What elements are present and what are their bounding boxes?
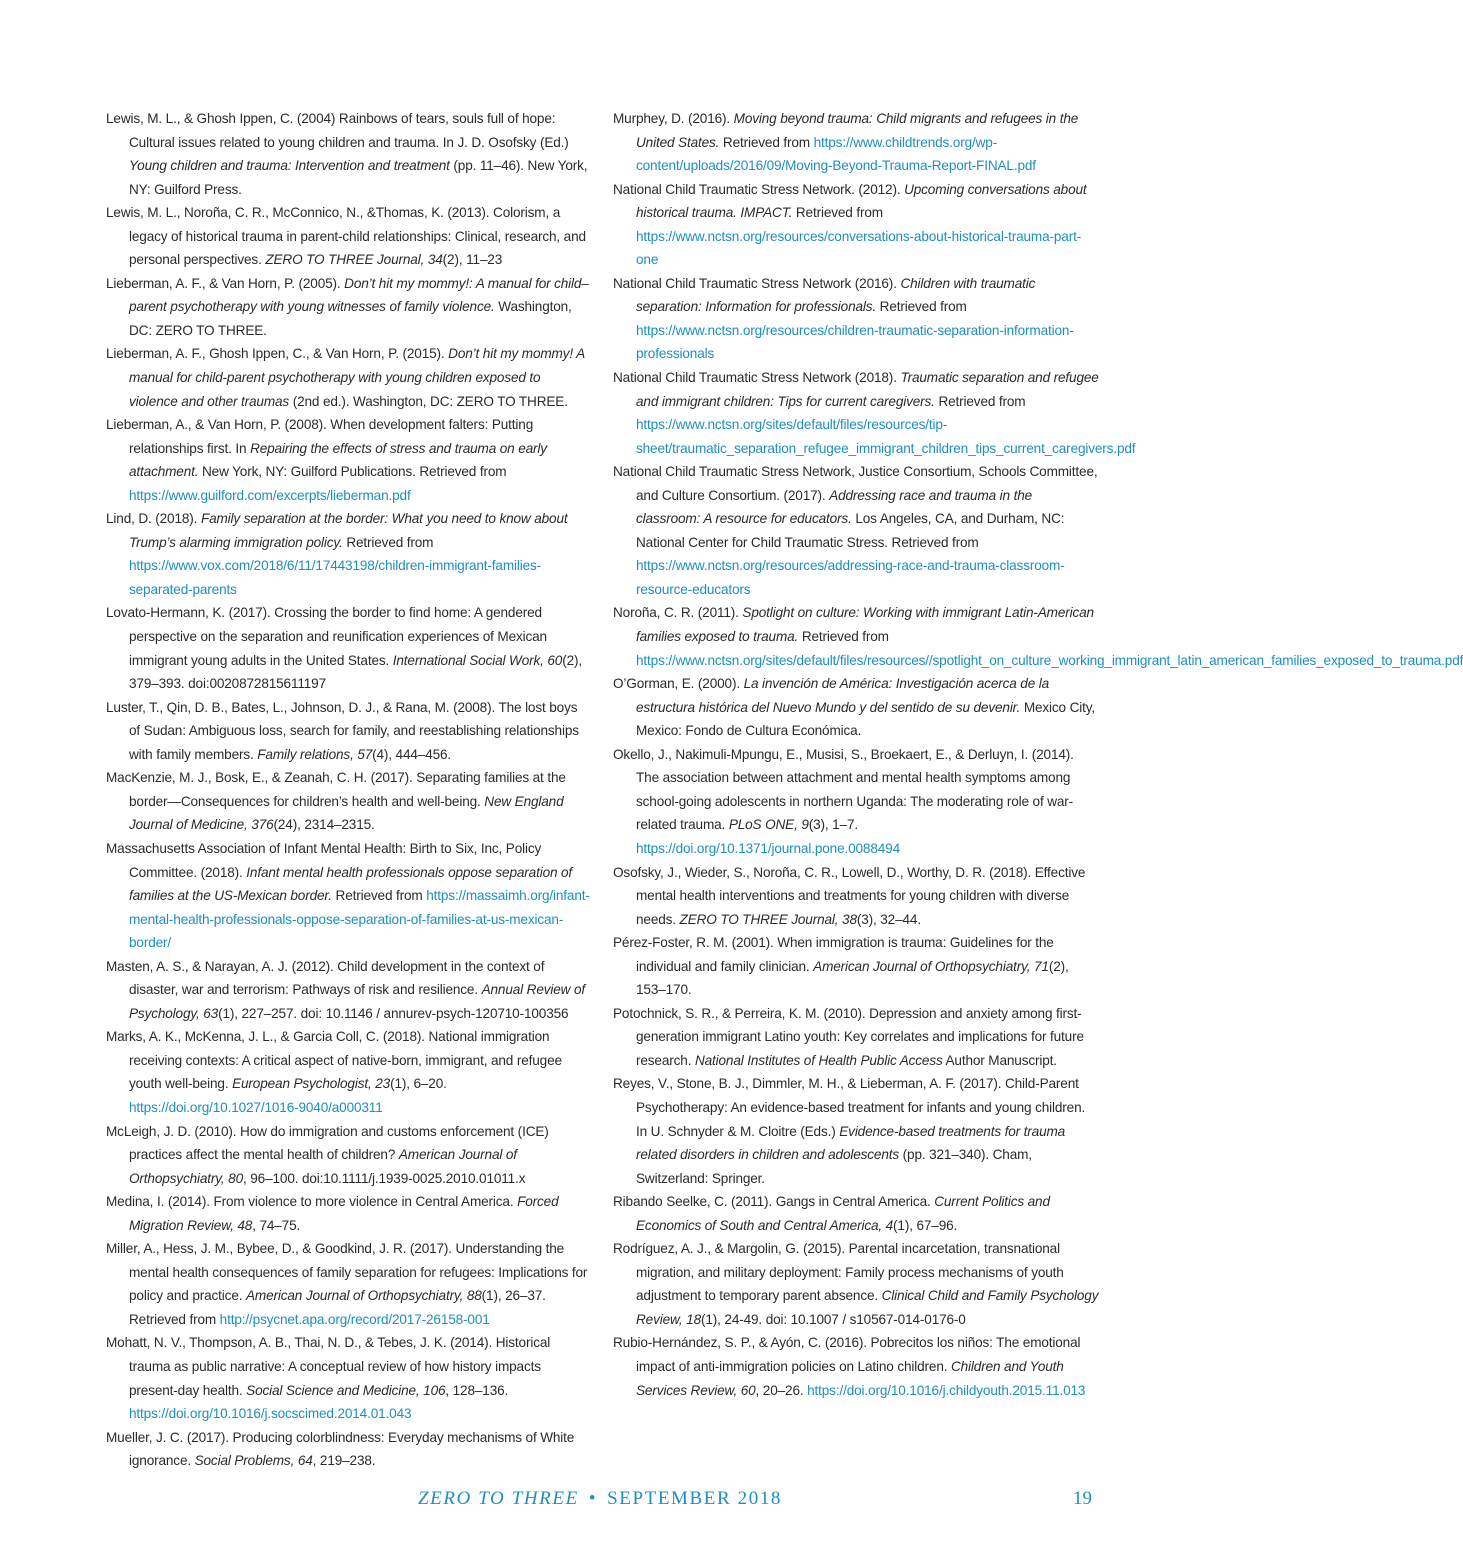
reference-text: Lewis, M. L., Noroña, C. R., McConnico, N., &Thomas, K. (2013). Colorism, a legacy of historical trauma in parent-child relationships: Clinical, research, and personal perspectives. <box>106 205 586 268</box>
reference-title: La invención de América: Investigación acerca de la estructura histórica del Nuevo Mundo y del sentido de su devenir. <box>636 676 1050 715</box>
reference-text: , 96–100. doi:10.1111/j.1939-0025.2010.01011.x <box>243 1170 526 1186</box>
reference-text: Osofsky, J., Wieder, S., Noroña, C. R., Lowell, D., Worthy, D. R. (2018). Effective mental health interventions and treatments for young children with diverse needs. <box>613 864 1086 927</box>
reference-entry <box>613 178 1099 272</box>
reference-text: (2), 11–23 <box>442 252 503 268</box>
reference-entry <box>106 766 592 837</box>
reference-entry <box>613 672 1099 743</box>
reference-text: Mexico City, Mexico: Fondo de Cultura Económica. <box>636 699 1096 739</box>
reference-title: New England Journal of Medicine, 376 <box>129 793 564 833</box>
reference-text: New York, NY: Guilford Publications. Retrieved from <box>198 464 507 480</box>
reference-title: Family separation at the border: What you need to know about Trump’s alarming immigration policy. <box>129 511 568 550</box>
reference-entry <box>106 955 592 1026</box>
reference-entry <box>106 1426 592 1473</box>
references-left-column <box>106 107 592 1473</box>
reference-text: Retrieved from <box>876 299 967 315</box>
reference-text: Lieberman, A. F., & Van Horn, P. (2005). <box>106 275 345 291</box>
reference-link[interactable]: https://www.childtrends.org/wp-content/uploads/2016/09/Moving-Beyond-Trauma-Report-FINAL.pdf <box>636 134 1036 174</box>
footer-masthead <box>0 1488 1200 1510</box>
reference-text: Luster, T., Qin, D. B., Bates, L., Johnson, D. J., & Rana, M. (2008). The lost boys of Sudan: Ambiguous loss, search for family, and reestablishing relationships with family members. <box>106 699 579 762</box>
reference-entry <box>613 1072 1099 1190</box>
reference-text: National Child Traumatic Stress Network (2018). <box>613 370 901 386</box>
reference-title: Repairing the effects of stress and trauma on early attachment. <box>129 440 547 480</box>
reference-text: Lovato-Hermann, K. (2017). Crossing the border to find home: A gendered perspective on the separation and reunification experiences of Mexican immigrant young adults in the United States. <box>106 605 547 668</box>
page-number: 19 <box>1073 1488 1092 1509</box>
reference-entry <box>613 107 1099 178</box>
reference-link[interactable]: https://doi.org/10.1371/journal.pone.0088494 <box>636 840 900 856</box>
reference-title: Family relations, 57 <box>257 746 373 762</box>
reference-entry <box>613 460 1099 601</box>
reference-title: American Journal of Orthopsychiatry, 71 <box>813 958 1049 974</box>
reference-link[interactable]: https://www.nctsn.org/resources/children-traumatic-separation-information-professionals <box>636 322 1074 362</box>
reference-title: Upcoming conversations about historical trauma. IMPACT. <box>636 181 1087 221</box>
reference-entry <box>613 601 1463 672</box>
reference-title: European Psychologist, 23 <box>232 1076 391 1092</box>
reference-text: Lewis, M. L., & Ghosh Ippen, C. (2004) Rainbows of tears, souls full of hope: Cultural issues related to young children and trauma. In J. D. Osofsky (Ed.) <box>106 111 569 150</box>
reference-entry <box>106 601 592 695</box>
reference-link[interactable]: https://doi.org/10.1016/j.socscimed.2014.01.043 <box>129 1406 412 1422</box>
reference-text: National Child Traumatic Stress Network (2016). <box>613 275 901 291</box>
reference-text: Miller, A., Hess, J. M., Bybee, D., & Goodkind, J. R. (2017). Understanding the mental health consequences of family separation for refugees: Implications for policy and practice. <box>106 1241 588 1304</box>
reference-link[interactable]: https://www.nctsn.org/sites/default/files/resources//spotlight_on_culture_working_immigrant_latin_american_families_exposed_to_trauma.pdf <box>636 652 1463 668</box>
reference-text: (pp. 11–46). New York, NY: Guilford Press. <box>129 158 588 197</box>
reference-text: Noroña, C. R. (2011). <box>613 605 743 621</box>
reference-text: Rubio-Hernández, S. P., & Ayón, C. (2016). Pobrecitos los niños: The emotional impact of anti-immigration policies on Latino children. <box>613 1335 1081 1374</box>
reference-text: Rodríguez, A. J., & Margolin, G. (2015). Parental incarcetation, transnational migration, and military deployment: Family process mechanisms of youth adjustment to temporary parent absence. <box>613 1241 1064 1304</box>
reference-entry <box>106 507 592 601</box>
reference-text: Ribando Seelke, C. (2011). Gangs in Central America. <box>613 1194 935 1210</box>
reference-link[interactable]: https://www.vox.com/2018/6/11/17443198/children-immigrant-families-separated-parents <box>129 558 542 597</box>
reference-entry <box>106 1237 592 1331</box>
reference-entry <box>106 1120 592 1191</box>
reference-text: National Child Traumatic Stress Network, Justice Consortium, Schools Committee, and Culture Consortium. (2017). <box>613 464 1098 503</box>
reference-text: , 20–26. <box>755 1382 808 1398</box>
reference-text: Los Angeles, CA, and Durham, NC: National Center for Child Traumatic Stress. Retrieved from <box>636 511 1065 550</box>
reference-text: , 219–238. <box>312 1453 376 1469</box>
reference-text: McLeigh, J. D. (2010). How do immigration and customs enforcement (ICE) practices affect the mental health of children? <box>106 1123 549 1163</box>
reference-entry <box>106 272 592 343</box>
reference-text: Reyes, V., Stone, B. J., Dimmler, M. H., & Lieberman, A. F. (2017). Child-Parent Psychotherapy: An evidence-based treatment for infants and young children. In U. Schnyder & M. Cloitre (Eds.) <box>613 1076 1086 1139</box>
reference-text: Retrieved from <box>331 888 427 904</box>
reference-text: Retrieved from <box>798 629 889 645</box>
reference-text: (2), 379–393. doi:0020872815611197 <box>129 652 582 692</box>
reference-text: Masten, A. S., & Narayan, A. J. (2012). Child development in the context of disaster, war and terrorism: Pathways of risk and resilience. <box>106 958 545 998</box>
reference-title: Don’t hit my mommy!: A manual for child–parent psychotherapy with young witnesses of family violence. <box>129 275 589 315</box>
reference-title: Current Politics and Economics of South and Central America, 4 <box>636 1194 1050 1233</box>
reference-entry <box>613 272 1099 366</box>
reference-title: Traumatic separation and refugee and immigrant children: Tips for current caregivers. <box>636 370 1099 409</box>
reference-title: Infant mental health professionals oppose separation of families at the US-Mexican border. <box>129 864 573 904</box>
reference-link[interactable]: https://www.guilford.com/excerpts/lieberman.pdf <box>129 487 411 503</box>
reference-text: Potochnick, S. R., & Perreira, K. M. (2010). Depression and anxiety among first-generation immigrant Latino youth: Key correlates and implications for future research. <box>613 1005 1084 1068</box>
reference-title: PLoS ONE, 9 <box>728 817 809 833</box>
reference-title: National Institutes of Health Public Access <box>694 1052 943 1068</box>
reference-text: Washington, DC: ZERO TO THREE. <box>129 299 572 338</box>
reference-title: International Social Work, 60 <box>392 652 563 668</box>
reference-title: Spotlight on culture: Working with immigrant Latin-American families exposed to trauma. <box>636 605 1094 645</box>
reference-text: , 74–75. <box>252 1217 301 1233</box>
reference-title: Addressing race and trauma in the classroom: A resource for educators. <box>636 487 1033 527</box>
reference-entry <box>106 1190 592 1237</box>
reference-text: Okello, J., Nakimuli-Mpungu, E., Musisi, S., Broekaert, E., & Derluyn, I. (2014). The association between attachment and mental health symptoms among school-going adolescents in northern Uganda: The moderating role of war-related trauma. <box>613 746 1074 833</box>
page-footer <box>0 1488 1200 1518</box>
reference-text: (1), 227–257. doi: 10.1146 / annurev-psych-120710-100356 <box>218 1005 569 1021</box>
reference-entry <box>613 931 1099 1002</box>
reference-text: Author Manuscript. <box>942 1052 1057 1068</box>
reference-title: Social Problems, 64 <box>194 1453 313 1469</box>
reference-text: O’Gorman, E. (2000). <box>613 676 744 692</box>
reference-entry <box>613 366 1136 460</box>
reference-title: Clinical Child and Family Psychology Review, 18 <box>636 1288 1099 1327</box>
reference-title: Children with traumatic separation: Information for professionals. <box>636 275 1036 315</box>
reference-link[interactable]: http://psycnet.apa.org/record/2017-26158-001 <box>219 1311 490 1327</box>
reference-text: MacKenzie, M. J., Bosk, E., & Zeanah, C. H. (2017). Separating families at the border—Consequences for children’s health and well-being. <box>106 770 566 809</box>
reference-text: (1), 26–37. Retrieved from <box>129 1288 546 1327</box>
reference-text: Retrieved from <box>719 134 814 150</box>
reference-link[interactable]: https://massaimh.org/infant-mental-health-professionals-oppose-separation-of-families-at-us-mexican-border/ <box>129 888 590 951</box>
reference-title: American Journal of Orthopsychiatry, 88 <box>246 1288 482 1304</box>
reference-text: National Child Traumatic Stress Network. (2012). <box>613 181 905 197</box>
reference-entry <box>613 1002 1099 1073</box>
reference-text: Lind, D. (2018). <box>106 511 201 527</box>
reference-title: Social Science and Medicine, 106 <box>246 1382 446 1398</box>
reference-entry <box>613 1190 1099 1237</box>
reference-link[interactable]: https://doi.org/10.1027/1016-9040/a000311 <box>129 1099 383 1115</box>
reference-text: Marks, A. K., McKenna, J. L., & Garcia Coll, C. (2018). National immigration receiving contexts: A critical aspect of native-born, immigrant, and refugee youth well-being. <box>106 1029 562 1092</box>
reference-title: Evidence-based treatments for trauma related disorders in children and adolescents <box>636 1123 1066 1163</box>
reference-text: Retrieved from <box>934 393 1026 409</box>
reference-title: Moving beyond trauma: Child migrants and refugees in the United States. <box>636 111 1079 150</box>
reference-text: Medina, I. (2014). From violence to more violence in Central America. <box>106 1194 518 1210</box>
reference-text: Lieberman, A. F., Ghosh Ippen, C., & Van Horn, P. (2015). <box>106 346 449 362</box>
reference-entry <box>613 1237 1099 1331</box>
reference-text: Mohatt, N. V., Thompson, A. B., Thai, N. D., & Tebes, J. K. (2014). Historical trauma as public narrative: A conceptual review of how history impacts present-day health. <box>106 1335 551 1398</box>
reference-text: (1), 24-49. doi: 10.1007 / s10567-014-0176-0 <box>701 1311 966 1327</box>
reference-entry <box>106 1025 592 1119</box>
reference-entry <box>106 107 592 201</box>
reference-text: , 128–136. <box>445 1382 509 1398</box>
reference-entry <box>613 743 1099 861</box>
reference-link[interactable]: https://doi.org/10.1016/j.childyouth.2015.11.013 <box>807 1382 1086 1398</box>
reference-title: ZERO TO THREE Journal, 34 <box>265 252 443 268</box>
footer-publication-name: ZERO TO THREE <box>417 1488 579 1509</box>
reference-text: Retrieved from <box>342 534 434 550</box>
reference-entry <box>613 1331 1099 1402</box>
reference-text: (2), 153–170. <box>636 958 1069 998</box>
reference-text: (1), 67–96. <box>893 1217 958 1233</box>
reference-link[interactable]: https://www.nctsn.org/resources/conversations-about-historical-trauma-part-one <box>636 228 1082 268</box>
reference-text: (1), 6–20. <box>390 1076 447 1092</box>
reference-text: Pérez-Foster, R. M. (2001). When immigration is trauma: Guidelines for the individual and family clinician. <box>613 935 1054 974</box>
reference-text: (2nd ed.). Washington, DC: ZERO TO THREE. <box>289 393 568 409</box>
reference-text: Retrieved from <box>792 205 883 221</box>
reference-text: (3), 32–44. <box>856 911 921 927</box>
reference-title: Annual Review of Psychology, 63 <box>129 982 585 1021</box>
reference-entry <box>613 861 1099 932</box>
reference-title: Young children and trauma: Intervention and treatment <box>129 158 450 174</box>
reference-text: (4), 444–456. <box>372 746 452 762</box>
reference-link[interactable]: https://www.nctsn.org/sites/default/files/resources/tip-sheet/traumatic_separation_refugee_immigrant_children_tips_current_caregivers.pdf <box>636 417 1136 456</box>
reference-entry <box>106 201 592 272</box>
reference-text: (24), 2314–2315. <box>273 817 375 833</box>
reference-text: (pp. 321–340). Cham, Switzerland: Springer. <box>636 1147 1032 1186</box>
reference-text: Murphey, D. (2016). <box>613 111 734 126</box>
reference-text: Lieberman, A., & Van Horn, P. (2008). When development falters: Putting relationships first. In <box>106 417 534 456</box>
reference-entry <box>106 696 592 767</box>
reference-entry <box>106 413 592 507</box>
reference-title: Forced Migration Review, 48 <box>129 1194 559 1233</box>
reference-text: Mueller, J. C. (2017). Producing colorblindness: Everyday mechanisms of White ignorance. <box>106 1429 575 1469</box>
reference-entry <box>106 837 592 955</box>
footer-issue-date: SEPTEMBER 2018 <box>607 1488 783 1509</box>
reference-title: ZERO TO THREE Journal, 38 <box>679 911 857 927</box>
footer-separator: • <box>588 1488 598 1509</box>
reference-text: Massachusetts Association of Infant Mental Health: Birth to Six, Inc, Policy Committee. (2018). <box>106 840 542 880</box>
reference-link[interactable]: https://www.nctsn.org/resources/addressing-race-and-trauma-classroom-resource-educators <box>636 558 1065 597</box>
reference-text: (3), 1–7. <box>808 817 859 833</box>
reference-title: Don’t hit my mommy! A manual for child-parent psychotherapy with young children exposed to violence and other traumas <box>129 346 585 409</box>
reference-entry <box>106 1331 592 1425</box>
reference-title: Children and Youth Services Review, 60 <box>636 1358 1064 1398</box>
reference-title: American Journal of Orthopsychiatry, 80 <box>129 1147 517 1186</box>
references-right-column <box>613 107 1463 1402</box>
reference-entry <box>106 342 592 413</box>
